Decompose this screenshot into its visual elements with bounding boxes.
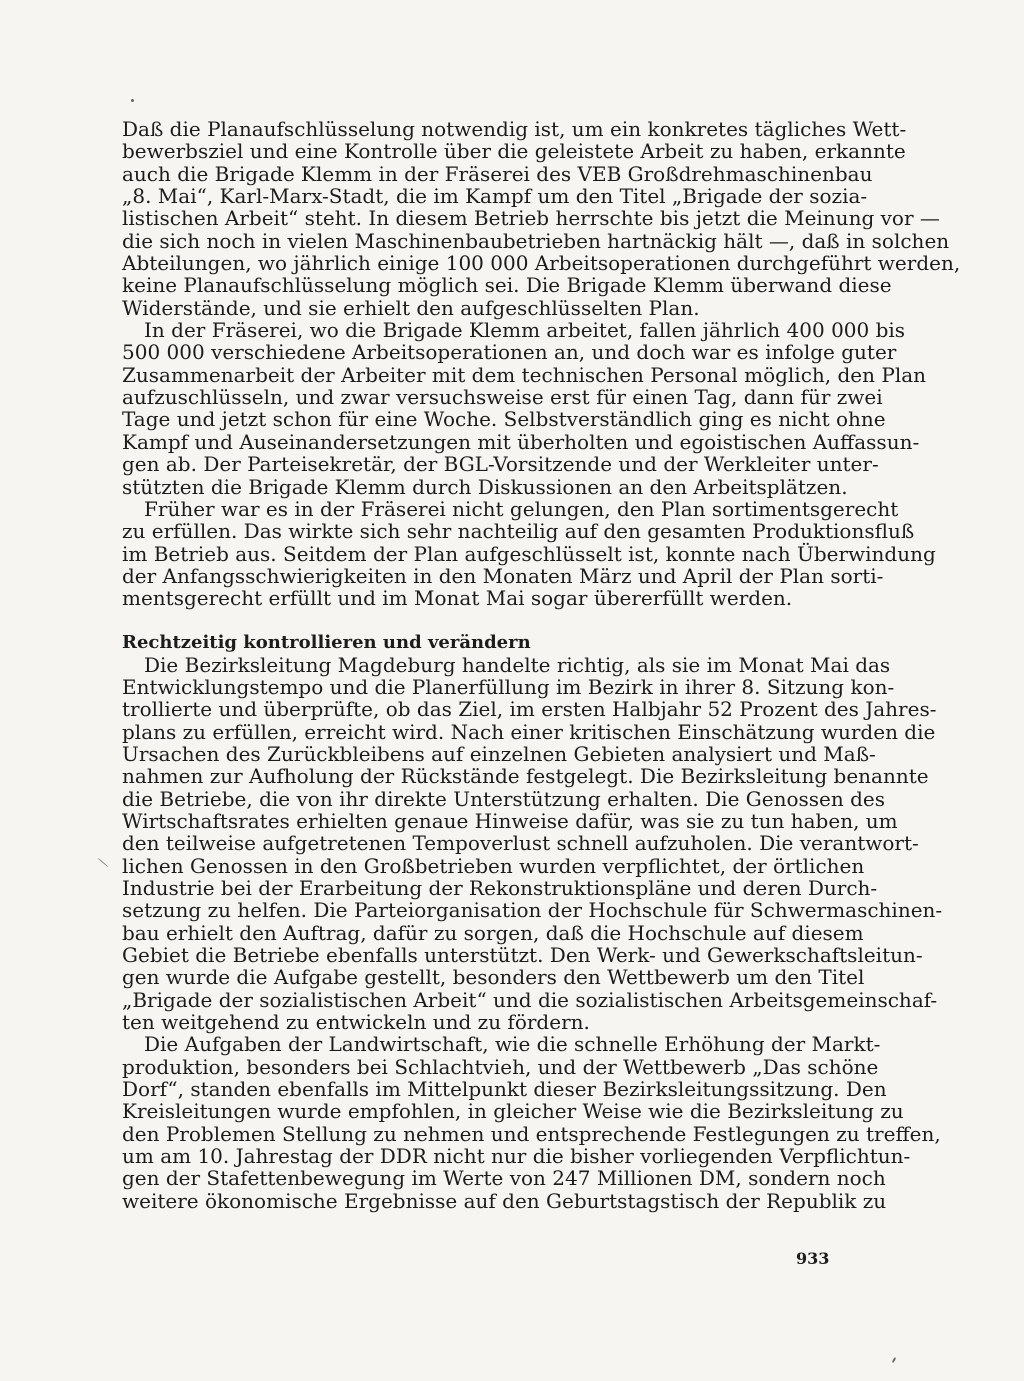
- text-line: gen der Stafettenbewegung im Werte von 247 Millionen DM, sondern noch: [122, 1166, 886, 1191]
- page-number: 933: [796, 1249, 830, 1268]
- text-line: trollierte und überprüfte, ob das Ziel, im ersten Halbjahr 52 Prozent des Jahres-: [122, 697, 937, 722]
- scan-speck: [892, 1357, 897, 1363]
- text-line: Zusammenarbeit der Arbeiter mit dem technischen Personal möglich, den Plan: [122, 362, 927, 387]
- text-line: den Problemen Stellung zu nehmen und entsprechende Festlegungen zu treffen,: [122, 1121, 941, 1146]
- paragraph: [122, 117, 961, 320]
- page-body: [122, 117, 961, 1268]
- text-line: im Betrieb aus. Seitdem der Plan aufgeschlüsselt ist, konnte nach Überwindung: [122, 541, 936, 566]
- paragraph: [122, 496, 936, 611]
- text-line: listischen Arbeit“ steht. In diesem Betrieb herrschte bis jetzt die Meinung vor —: [122, 206, 940, 231]
- text-line: Kreisleitungen wurde empfohlen, in gleicher Weise wie die Bezirksleitung zu: [122, 1099, 904, 1124]
- text-line: die Betriebe, die von ihr direkte Unterstützung erhalten. Die Genossen des: [122, 786, 885, 811]
- paragraph: [122, 1032, 941, 1213]
- text-line: Wirtschaftsrates erhielten genaue Hinweise dafür, was sie zu tun haben, um: [122, 808, 898, 833]
- text-line: nahmen zur Aufholung der Rückstände festgelegt. Die Bezirksleitung benannte: [122, 764, 929, 789]
- text-line: Dorf“, standen ebenfalls im Mittelpunkt dieser Bezirksleitungssitzung. Den: [122, 1077, 887, 1102]
- text-line: bewerbsziel und eine Kontrolle über die geleistete Arbeit zu haben, erkannte: [122, 139, 906, 164]
- text-line: „Brigade der sozialistischen Arbeit“ und die sozialistischen Arbeitsgemeinschaf-: [122, 987, 938, 1012]
- text-line: Widerstände, und sie erhielt den aufgeschlüsselten Plan.: [122, 295, 700, 320]
- text-line: „8. Mai“, Karl-Marx-Stadt, die im Kampf um den Titel „Brigade der sozia-: [122, 184, 868, 209]
- text-line: auch die Brigade Klemm in der Fräserei des VEB Großdrehmaschinenbau: [122, 161, 873, 186]
- text-line: Die Aufgaben der Landwirtschaft, wie die schnelle Erhöhung der Markt-: [144, 1032, 881, 1057]
- text-line: gen ab. Der Parteisekretär, der BGL-Vorsitzende und der Werkleiter unter-: [122, 452, 879, 477]
- text-line: weitere ökonomische Ergebnisse auf den Geburtstagstisch der Republik zu: [122, 1188, 887, 1213]
- text-line: Die Bezirksleitung Magdeburg handelte richtig, als sie im Monat Mai das: [144, 652, 891, 677]
- text-line: mentsgerecht erfüllt und im Monat Mai sogar übererfüllt werden.: [122, 586, 793, 611]
- text-line: um am 10. Jahrestag der DDR nicht nur die bisher vorliegenden Verpflichtun-: [122, 1144, 911, 1169]
- text-line: bau erhielt den Auftrag, dafür zu sorgen, daß die Hochschule auf diesem: [122, 920, 864, 945]
- text-line: Tage und jetzt schon für eine Woche. Selbstverständlich ging es nicht ohne: [122, 407, 886, 432]
- text-line: lichen Genossen in den Großbetrieben wurden verpflichtet, der örtlichen: [122, 853, 865, 878]
- text-line: Abteilungen, wo jährlich einige 100 000 Arbeitsoperationen durchgeführt werden,: [122, 251, 961, 276]
- text-line: Industrie bei der Erarbeitung der Rekonstruktionspläne und deren Durch-: [122, 876, 878, 900]
- text-line: Früher war es in der Fräserei nicht gelungen, den Plan sortimentsgerecht: [144, 496, 899, 521]
- text-line: zu erfüllen. Das wirkte sich sehr nachteilig auf den gesamten Produktionsfluß: [122, 519, 915, 544]
- text-line: ten weitgehend zu entwickeln und zu fördern.: [122, 1010, 590, 1035]
- text-block-top: [122, 117, 961, 611]
- paragraph: [122, 318, 927, 499]
- text-line: der Anfangsschwierigkeiten in den Monaten März und April der Plan sorti-: [122, 563, 884, 588]
- text-line: keine Planaufschlüsselung möglich sei. Die Brigade Klemm überwand diese: [122, 273, 892, 298]
- text-line: produktion, besonders bei Schlachtvieh, und der Wettbewerb „Das schöne: [122, 1054, 879, 1079]
- section-heading: Rechtzeitig kontrollieren und verändern: [122, 631, 531, 653]
- section-spacer: [122, 610, 858, 632]
- text-line: die sich noch in vielen Maschinenbaubetrieben hartnäckig hält —, daß in solchen: [122, 228, 950, 253]
- text-block-bottom: [122, 652, 943, 1213]
- text-line: aufzuschlüsseln, und zwar versuchsweise erst für einen Tag, dann für zwei: [122, 385, 883, 410]
- text-line: stützten die Brigade Klemm durch Diskussionen an den Arbeitsplätzen.: [122, 474, 848, 499]
- text-line: den teilweise aufgetretenen Tempoverlust schnell aufzuholen. Die verantwort-: [122, 831, 919, 856]
- text-line: Daß die Planaufschlüsselung notwendig ist, um ein konkretes tägliches Wett-: [122, 117, 907, 141]
- paragraph: [122, 652, 943, 1035]
- text-line: In der Fräserei, wo die Brigade Klemm arbeitet, fallen jährlich 400 000 bis: [144, 318, 906, 343]
- scan-speck: [97, 858, 108, 868]
- text-line: 500 000 verschiedene Arbeitsoperationen an, und doch war es infolge guter: [122, 340, 897, 365]
- text-line: Gebiet die Betriebe ebenfalls unterstützt. Den Werk- und Gewerkschaftsleitun-: [122, 943, 923, 968]
- text-line: Ursachen des Zurückbleibens auf einzelnen Gebieten analysiert und Maß-: [122, 741, 876, 766]
- text-line: Entwicklungstempo und die Planerfüllung im Bezirk in ihrer 8. Sitzung kon-: [122, 674, 895, 699]
- text-line: gen wurde die Aufgabe gestellt, besonders den Wettbewerb um den Titel: [122, 965, 865, 990]
- text-line: setzung zu helfen. Die Parteiorganisation der Hochschule für Schwermaschinen-: [122, 898, 943, 923]
- text-line: Kampf und Auseinandersetzungen mit überholten und egoistischen Auffassun-: [122, 429, 920, 454]
- text-line: plans zu erfüllen, erreicht wird. Nach einer kritischen Einschätzung wurden die: [122, 719, 936, 744]
- scan-speck: [131, 99, 134, 102]
